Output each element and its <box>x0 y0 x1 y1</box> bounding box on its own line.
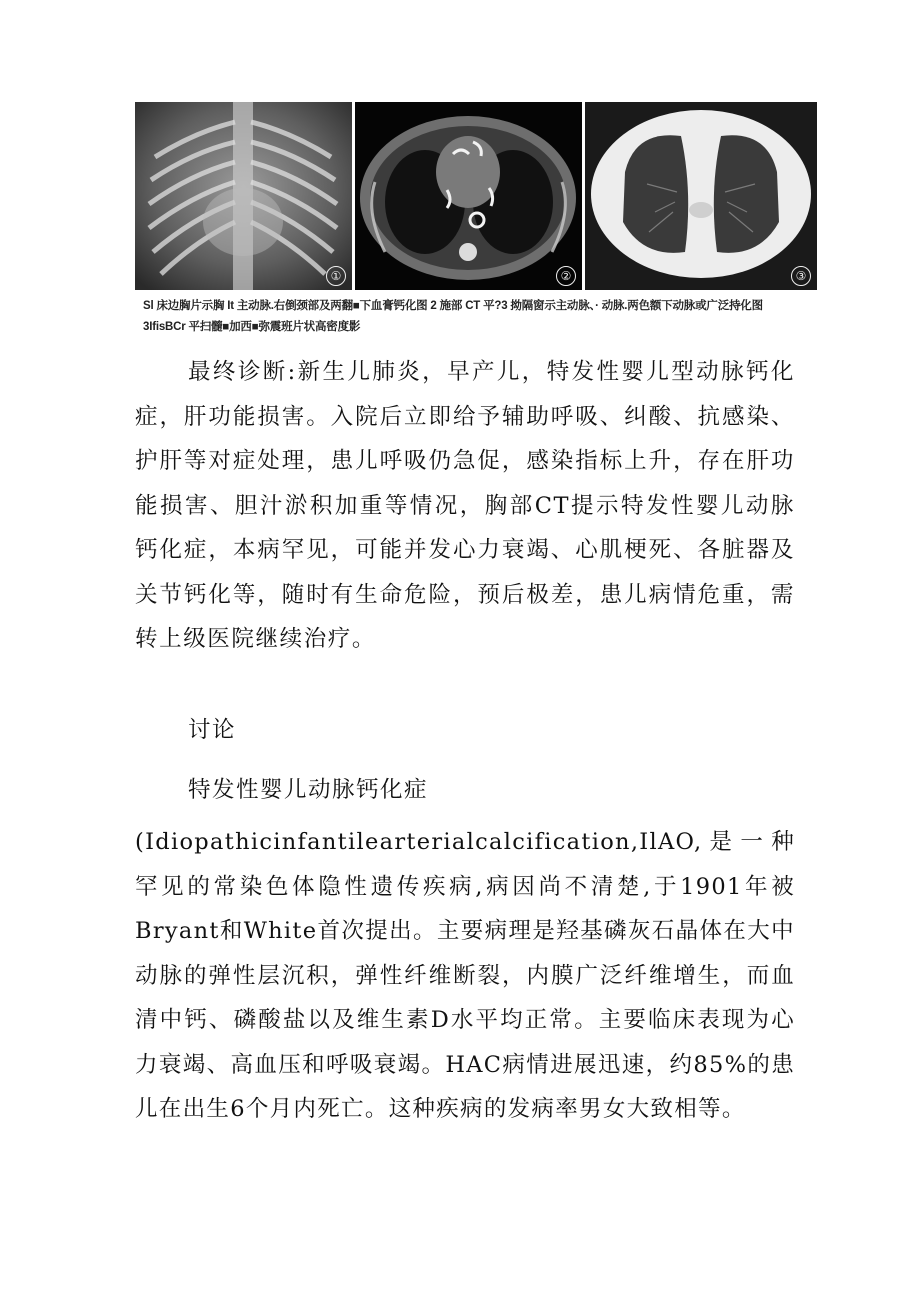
discussion-paragraph: (Idiopathicinfantilearterialcalcification,IlAO,是一种罕见的常染色体隐性遗传疾病,病因尚不清楚,于1901年被Bryant和White首次提出。主要病理是羟基磷灰石晶体在大中动脉的弹性层沉积，弹性纤维断裂，内膜广泛纤维增生，而血清中钙、磷酸盐以及维生素D水平均正常。主要临床表现为心力衰竭、高血压和呼吸衰竭。HAC病情进展迅速，约85%的患儿在出生6个月内死亡。这种疾病的发病率男女大致相等。 <box>135 829 795 1122</box>
figure-caption-line-1: Sl 床边胸片示胸 It 主动脉.右倒颈部及两翻■下血膏钙化图 2 施部 CT 平?3 拗隔窗示主动脉、· 动脉.两色额下动脉或广泛持化图 <box>143 300 763 312</box>
figure-image-strip <box>135 102 830 290</box>
panel-number-1: ① <box>326 266 346 286</box>
chest-xray-image <box>135 102 352 290</box>
disease-title: 特发性婴儿动脉钙化症 <box>188 777 429 803</box>
ct-mediastinal-window-image <box>355 102 582 290</box>
ct-lung-window-image <box>585 102 817 290</box>
discussion-heading: 讨论 <box>188 717 237 743</box>
panel-number-3: ③ <box>791 266 811 286</box>
diagnosis-paragraph: 最终诊断:新生儿肺炎，早产儿，特发性婴儿型动脉钙化症，肝功能损害。入院后立即给予辅助呼吸、纠酸、抗感染、护肝等对症处理，患儿呼吸仍急促，感染指标上升，存在肝功能损害、胆汁淤积加重等情况，胸部CT提示特发性婴儿动脉钙化症，本病罕见，可能并发心力衰竭、心肌梗死、各脏器及关节钙化等，随时有生命危险，预后极差，患儿病情危重，需转上级医院继续治疗。 <box>135 359 795 652</box>
panel-number-2: ② <box>556 266 576 286</box>
figure-caption-line-2: 3IfisBCr 平扫髓■加西■弥震班片状高密度影 <box>143 321 361 333</box>
